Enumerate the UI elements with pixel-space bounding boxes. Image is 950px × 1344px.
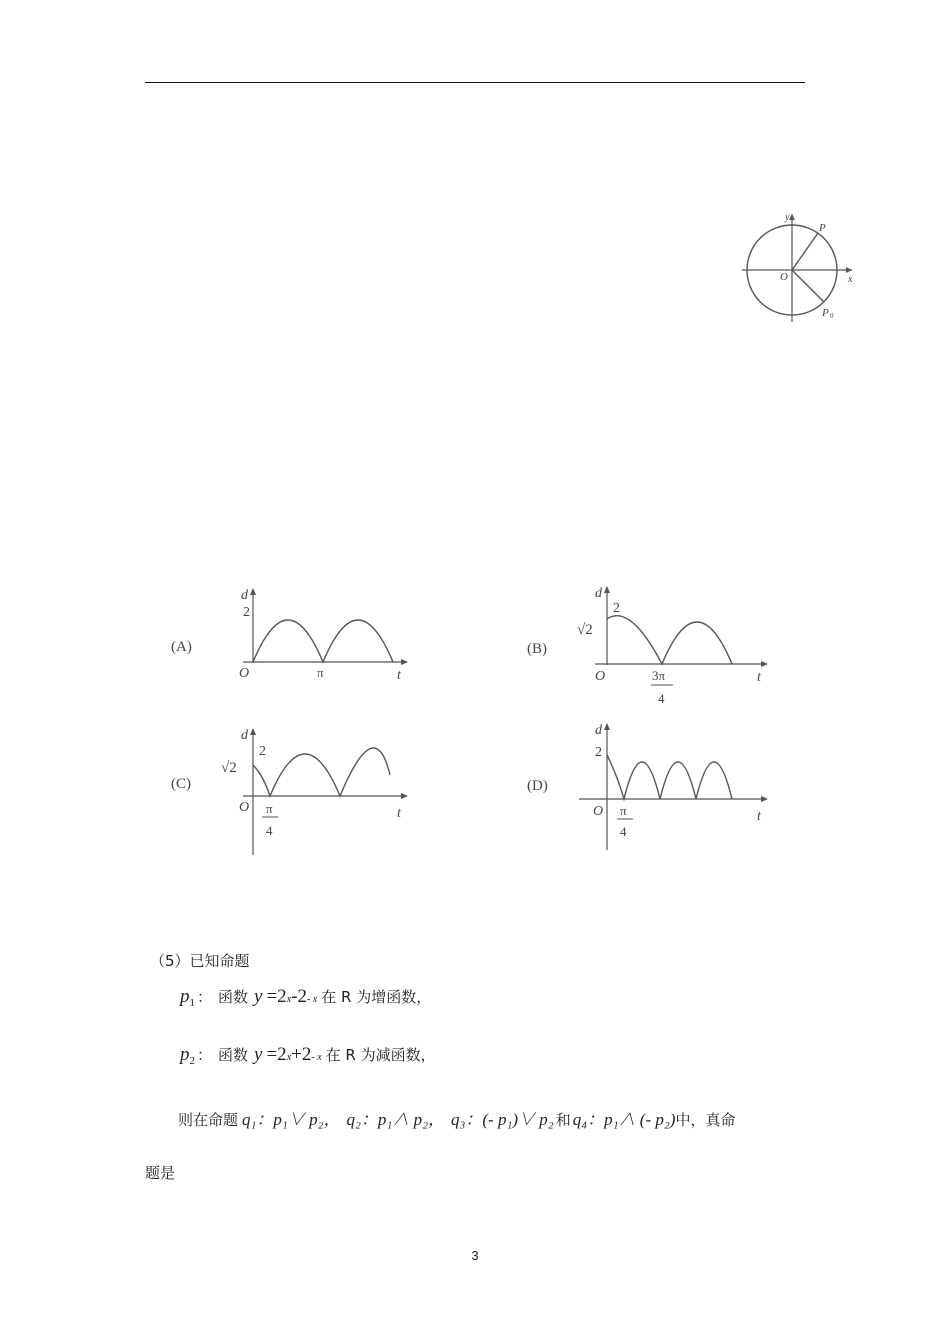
p1-formula-eq: =2	[266, 986, 287, 1007]
graph-c	[165, 725, 415, 860]
y-arrow-icon	[604, 586, 610, 593]
y-tick-label: 2	[613, 601, 620, 616]
unit-circle-figure	[738, 210, 858, 325]
x-tick-denominator: 4	[620, 824, 627, 839]
y-axis-label: d	[241, 588, 248, 603]
x-arrow-icon	[401, 793, 408, 799]
y-tick-label-sqrt2: √2	[577, 622, 593, 638]
x-tick-denominator: 4	[266, 823, 273, 838]
curve	[253, 748, 390, 796]
q1-statement: q₁：p₁∨ p₂，	[242, 1110, 341, 1129]
x-axis-label: t	[397, 806, 401, 821]
x-tick-label: π	[317, 665, 324, 680]
q3-statement: q₃：(- p₁)∨ p₂	[450, 1110, 554, 1129]
origin-label: O	[239, 800, 250, 815]
question-number: （5）已知命题	[150, 952, 250, 970]
q2-statement: q₂：p₁∧ p₂，	[346, 1110, 445, 1129]
proposition-p2	[180, 1044, 436, 1067]
curve	[607, 755, 732, 799]
header-rule	[145, 82, 805, 83]
p2-formula-eq: =2	[266, 1044, 287, 1065]
y-axis-label: y	[785, 212, 790, 223]
graph-d	[525, 720, 775, 855]
x-axis-label: t	[757, 670, 761, 685]
x-tick-numerator: π	[620, 803, 627, 818]
conclusion-line-2: 题是	[145, 1164, 176, 1182]
y-axis-label: d	[241, 728, 248, 743]
p1-formula-y: y	[254, 986, 263, 1007]
conclusion-suffix: 中，真命	[675, 1111, 736, 1129]
p2-exp2: - x	[311, 1052, 322, 1063]
p1-text-function: 函数	[218, 988, 249, 1006]
y-arrow-icon	[250, 728, 256, 735]
x-arrow-icon	[761, 796, 768, 802]
origin-label: O	[593, 804, 604, 819]
p2-text-function: 函数	[218, 1046, 249, 1064]
x-tick-denominator: 4	[658, 691, 665, 706]
ray-p	[792, 233, 818, 270]
x-tick-numerator: π	[266, 801, 273, 816]
y-arrow-icon	[789, 214, 795, 220]
y-arrow-icon	[604, 723, 610, 730]
p2-op: +	[291, 1044, 302, 1065]
option-label: (A)	[171, 639, 192, 655]
point-p0-label: P	[822, 307, 829, 319]
y-axis-label: d	[595, 723, 602, 738]
p2-colon: ：	[197, 1046, 213, 1064]
p2-base2: 2	[301, 1044, 312, 1065]
x-axis-label: t	[757, 809, 761, 824]
p1-base2: 2	[297, 986, 307, 1007]
proposition-p1	[180, 986, 431, 1009]
conclusion-and: 和	[555, 1111, 571, 1129]
point-p-label: P	[819, 222, 826, 234]
option-label: (B)	[527, 641, 547, 657]
p1-op: -	[291, 986, 298, 1007]
x-axis-label: x	[848, 274, 853, 285]
curve	[253, 620, 393, 662]
graph-b	[525, 583, 775, 713]
x-tick-numerator: 3π	[652, 668, 666, 683]
p1-exp2: - x	[306, 994, 318, 1005]
y-tick-label: 2	[595, 745, 602, 760]
p2-formula-y: y	[254, 1044, 263, 1065]
p2-label: $p_2$	[180, 1044, 195, 1067]
p1-exp1: x	[286, 994, 292, 1005]
origin-label: O	[780, 271, 788, 283]
conclusion-prefix: 则在命题	[178, 1111, 239, 1129]
x-arrow-icon	[846, 267, 852, 273]
x-axis-label: t	[397, 668, 401, 683]
y-axis-label: d	[595, 586, 602, 601]
p1-label: $p_1$	[180, 986, 195, 1009]
origin-label: O	[239, 666, 250, 681]
point-p0-subscript: 0	[830, 312, 834, 320]
x-arrow-icon	[401, 659, 408, 665]
option-label: (C)	[171, 776, 191, 792]
option-label: (D)	[527, 778, 548, 794]
y-tick-label-sqrt2: √2	[221, 760, 237, 776]
p1-text-increasing: 在 R 为增函数，	[321, 988, 432, 1006]
page-number: 3	[471, 1248, 479, 1263]
origin-label: O	[595, 669, 606, 684]
curve	[607, 616, 732, 664]
p2-exp1: x	[286, 1052, 292, 1063]
y-tick-label: 2	[259, 744, 266, 759]
y-tick-label: 2	[243, 605, 250, 620]
ray-p0	[792, 270, 824, 302]
p1-colon: ：	[197, 988, 213, 1006]
x-arrow-icon	[761, 661, 768, 667]
p2-text-decreasing: 在 R 为减函数，	[325, 1046, 436, 1064]
conclusion-line	[178, 1105, 735, 1130]
y-arrow-icon	[250, 588, 256, 595]
q4-statement: q₄：p₁∧ (- p₂)	[572, 1110, 676, 1129]
graph-a	[165, 585, 415, 685]
